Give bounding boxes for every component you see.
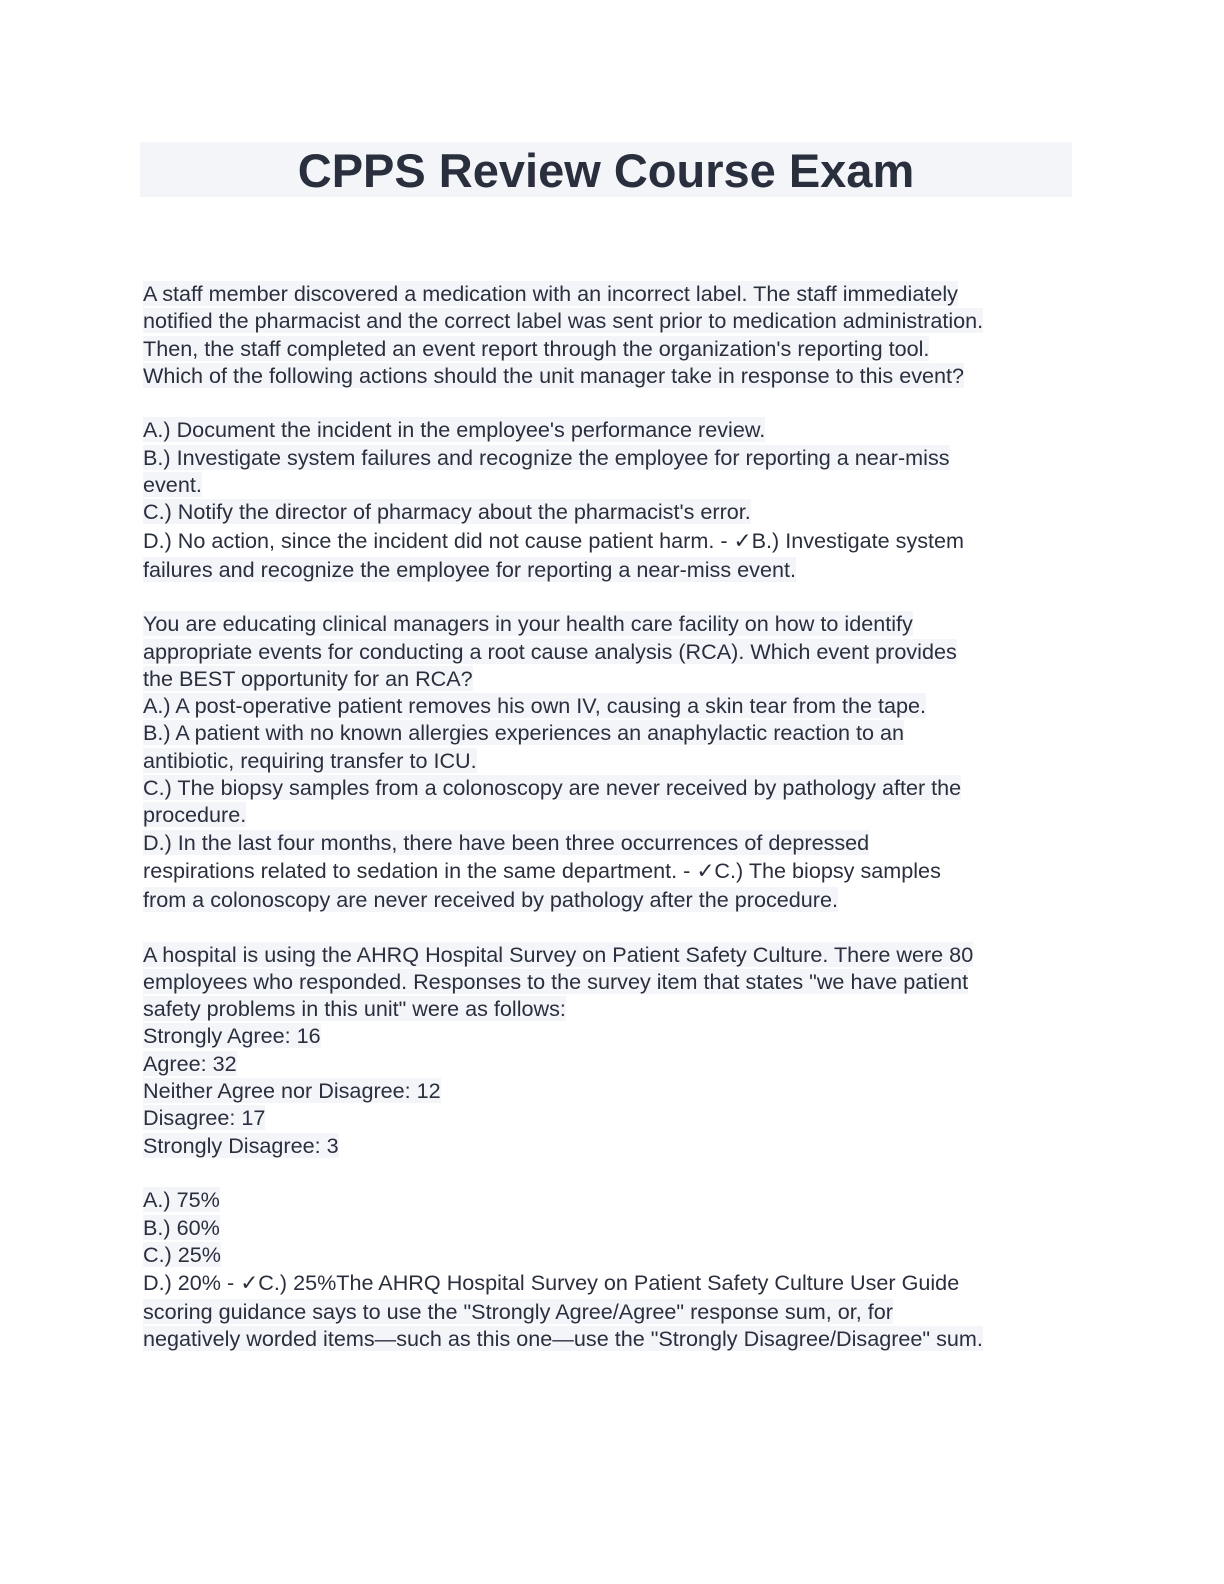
option-line: B.) 60% — [143, 1214, 220, 1240]
question-stem — [143, 280, 1083, 389]
answer-options — [143, 416, 1083, 525]
text-line: safety problems in this unit" were as follows: — [143, 996, 566, 1022]
title-banner — [140, 142, 1072, 197]
text-line: You are educating clinical managers in your health care facility on how to identify — [143, 611, 913, 637]
text-line: Neither Agree nor Disagree: 12 — [143, 1078, 441, 1104]
option-line: A.) Document the incident in the employee's performance review. — [143, 417, 766, 443]
text-line: A hospital is using the AHRQ Hospital Survey on Patient Safety Culture. There were 80 — [143, 941, 974, 967]
question-3 — [143, 941, 1083, 1353]
text-line: Which of the following actions should the unit manager take in response to this event? — [143, 362, 965, 388]
option-line: antibiotic, requiring transfer to ICU. — [143, 747, 477, 773]
text-line: Strongly Agree: 16 — [143, 1023, 321, 1049]
text-line: the BEST opportunity for an RCA? — [143, 665, 473, 691]
text-line: A staff member discovered a medication with an incorrect label. The staff immediately — [143, 281, 958, 306]
option-line: C.) The biopsy samples from a colonoscopy are never received by pathology after the — [143, 775, 962, 801]
answer-line: D.) 20% - ✓C.) 25%The AHRQ Hospital Survey on Patient Safety Culture User Guide — [143, 1270, 960, 1296]
question-stem — [143, 610, 1083, 692]
correct-answer — [143, 1268, 1083, 1353]
option-line: B.) A patient with no known allergies experiences an anaphylactic reaction to an — [143, 720, 905, 746]
text-line: notified the pharmacist and the correct label was sent prior to medication administration. — [143, 308, 984, 334]
text-line: Then, the staff completed an event report through the organization's reporting tool. — [143, 335, 930, 361]
option-line: A.) 75% — [143, 1187, 220, 1213]
option-line: event. — [143, 472, 202, 498]
answer-line: negatively worded items—such as this one—use the "Strongly Disagree/Disagree" sum. — [143, 1326, 983, 1352]
text-line: appropriate events for conducting a root cause analysis (RCA). Which event provides — [143, 638, 957, 664]
answer-line: respirations related to sedation in the same department. - ✓C.) The biopsy samples — [143, 857, 941, 883]
text-line: Strongly Disagree: 3 — [143, 1132, 339, 1158]
question-2 — [143, 610, 1083, 913]
answer-options — [143, 1186, 1083, 1268]
text-line: Disagree: 17 — [143, 1105, 266, 1131]
correct-answer — [143, 526, 1083, 583]
question-1 — [143, 280, 1083, 583]
text-line: employees who responded. Responses to the survey item that states "we have patient — [143, 968, 969, 994]
question-stem — [143, 941, 1083, 1159]
page-title: CPPS Review Course Exam — [297, 144, 915, 197]
option-line: procedure. — [143, 802, 247, 828]
answer-line: failures and recognize the employee for reporting a near-miss event. — [143, 556, 796, 582]
option-line: C.) Notify the director of pharmacy about the pharmacist's error. — [143, 499, 751, 525]
option-line: C.) 25% — [143, 1241, 222, 1267]
option-line: A.) A post-operative patient removes his own IV, causing a skin tear from the tape. — [143, 693, 926, 719]
answer-line: scoring guidance says to use the "Strongly Agree/Agree" response sum, or, for — [143, 1299, 893, 1325]
option-line: B.) Investigate system failures and recognize the employee for reporting a near-miss — [143, 444, 950, 470]
text-line: Agree: 32 — [143, 1050, 237, 1076]
answer-options — [143, 692, 1083, 856]
correct-answer — [143, 856, 1083, 913]
answer-line: from a colonoscopy are never received by pathology after the procedure. — [143, 886, 838, 912]
option-line: D.) In the last four months, there have been three occurrences of depressed — [143, 829, 870, 855]
answer-line: D.) No action, since the incident did not cause patient harm. - ✓B.) Investigate system — [143, 527, 965, 553]
document-body — [143, 280, 1083, 1353]
